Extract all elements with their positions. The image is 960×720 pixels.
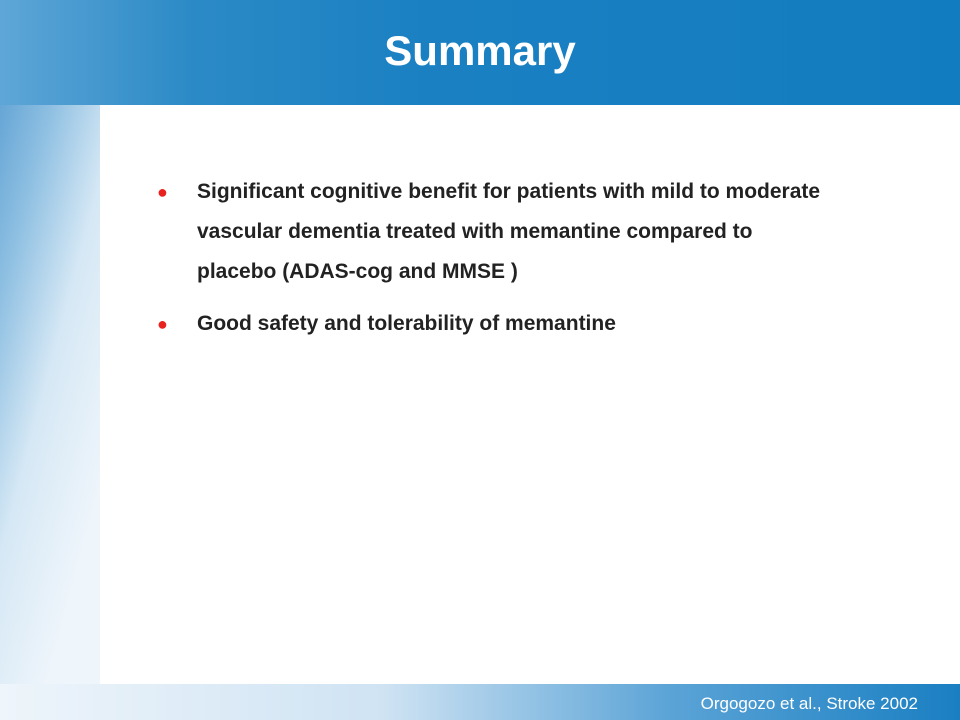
bullet-item <box>157 172 837 292</box>
slide-title: Summary <box>384 27 576 74</box>
bullet-text: Good safety and tolerability of memantine <box>197 312 616 335</box>
citation: Orgogozo et al., Stroke 2002 <box>700 694 918 713</box>
bullet-list <box>157 172 837 356</box>
bullet-dot-icon: ● <box>157 314 168 334</box>
bullet-text: Significant cognitive benefit for patients with mild to moderate vascular dementia treated with memantine compared to placebo (ADAS-cog and MMSE ) <box>197 180 821 283</box>
bullet-dot-icon: ● <box>157 182 168 202</box>
bullet-item <box>157 304 837 344</box>
